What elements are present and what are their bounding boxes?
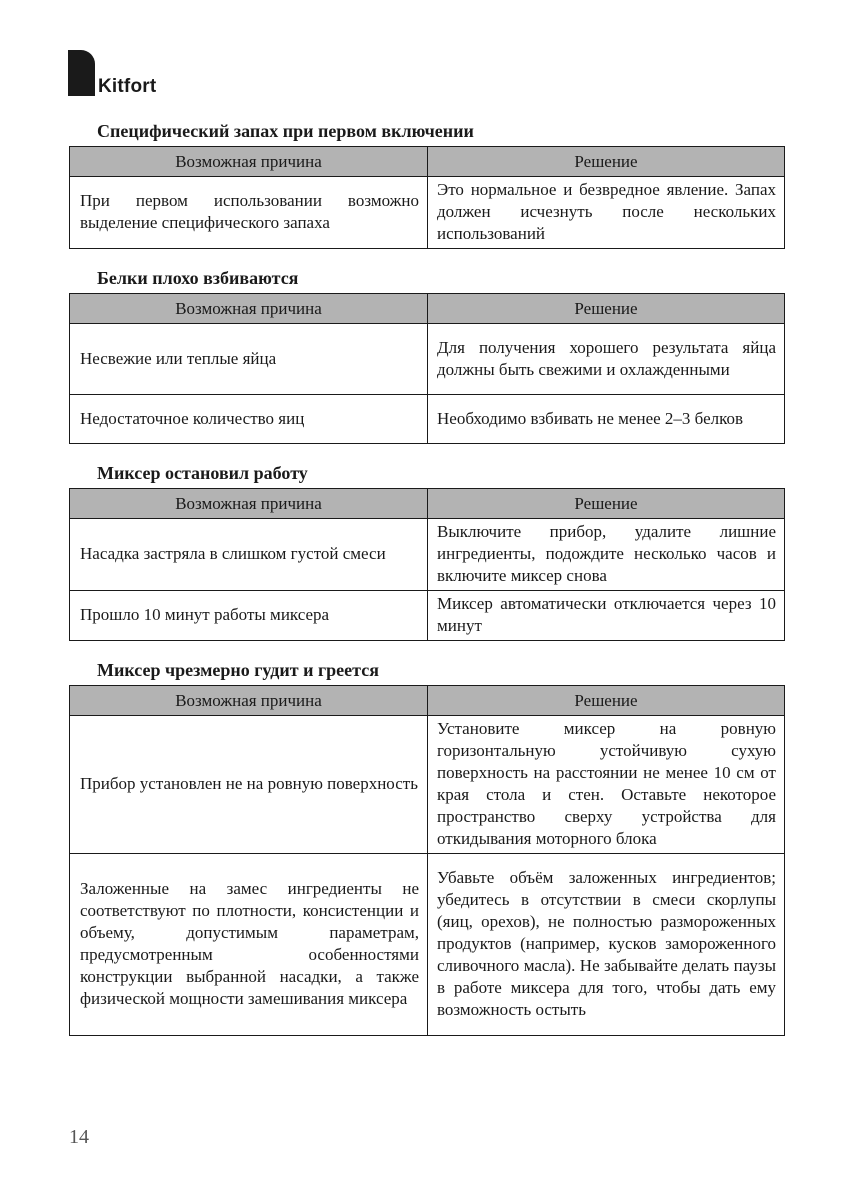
header-cause: Возможная причина: [70, 147, 428, 177]
header-solution: Решение: [428, 489, 785, 519]
kitfort-logo: [68, 50, 168, 98]
table-row: [70, 716, 785, 854]
section-title: Миксер остановил работу: [97, 463, 308, 483]
cause-cell: Заложенные на замес ингредиенты не соответствуют по плотности, консистенции и объему, допустимым параметрам, предусмотренным особенностями конструкции выбранной насадки, а также физической мощности замешивания миксера: [70, 854, 428, 1036]
header-solution: Решение: [428, 294, 785, 324]
solution-cell: Необходимо взбивать не менее 2–3 белков: [428, 395, 785, 444]
table-row: [70, 395, 785, 444]
cause-cell: Прибор установлен не на ровную поверхность: [70, 716, 428, 854]
section-title: Специфический запах при первом включении: [97, 121, 474, 141]
cause-cell: Недостаточное количество яиц: [70, 395, 428, 444]
section-title: Белки плохо взбиваются: [97, 268, 299, 288]
table-row: [70, 324, 785, 395]
section-mixer-stopped: [69, 463, 784, 641]
table-header-row: [70, 686, 785, 716]
table-row: [70, 854, 785, 1036]
cause-cell: Насадка застряла в слишком густой смеси: [70, 519, 428, 591]
solution-cell: Миксер автоматически отключается через 10 минут: [428, 591, 785, 641]
table-row: [70, 519, 785, 591]
cause-cell: Несвежие или теплые яйца: [70, 324, 428, 395]
kitfort-logo-icon: [68, 50, 95, 96]
header-cause: Возможная причина: [70, 294, 428, 324]
section-title: Миксер чрезмерно гудит и греется: [97, 660, 379, 680]
troubleshooting-table: [69, 146, 785, 249]
solution-cell: Для получения хорошего результата яйца должны быть свежими и охлажденными: [428, 324, 785, 395]
section-mixer-noise-heat: [69, 660, 784, 1036]
troubleshooting-content: [69, 121, 784, 1036]
table-header-row: [70, 489, 785, 519]
solution-cell: Выключите прибор, удалите лишние ингредиенты, подождите несколько часов и включите миксер снова: [428, 519, 785, 591]
section-egg-whites: [69, 268, 784, 444]
section-odor: [69, 121, 784, 249]
solution-cell: Убавьте объём заложенных ингредиентов; убедитесь в отсутствии в смеси скорлупы (яиц, орехов), не полностью размороженных продуктов (например, кусков замороженного сливочного масла). Не забывайте делать паузы в работе миксера для того, чтобы дать ему возможность остыть: [428, 854, 785, 1036]
troubleshooting-table: [69, 293, 785, 444]
solution-cell: Установите миксер на ровную горизонтальную устойчивую сухую поверхность на расстоянии не менее 10 см от края стола и стен. Оставьте некоторое пространство сверху устройства для откидывания моторного блока: [428, 716, 785, 854]
solution-cell: Это нормальное и безвредное явление. Запах должен исчезнуть после нескольких использований: [428, 177, 785, 249]
troubleshooting-table: [69, 685, 785, 1036]
header-cause: Возможная причина: [70, 489, 428, 519]
header-solution: Решение: [428, 686, 785, 716]
cause-cell: Прошло 10 минут работы миксера: [70, 591, 428, 641]
table-header-row: [70, 147, 785, 177]
page-number: 14: [69, 1126, 89, 1148]
header-solution: Решение: [428, 147, 785, 177]
cause-cell: При первом использовании возможно выделение специфического запаха: [70, 177, 428, 249]
table-row: [70, 177, 785, 249]
table-header-row: [70, 294, 785, 324]
troubleshooting-table: [69, 488, 785, 641]
table-row: [70, 591, 785, 641]
header-cause: Возможная причина: [70, 686, 428, 716]
brand-name: Kitfort: [98, 76, 157, 97]
